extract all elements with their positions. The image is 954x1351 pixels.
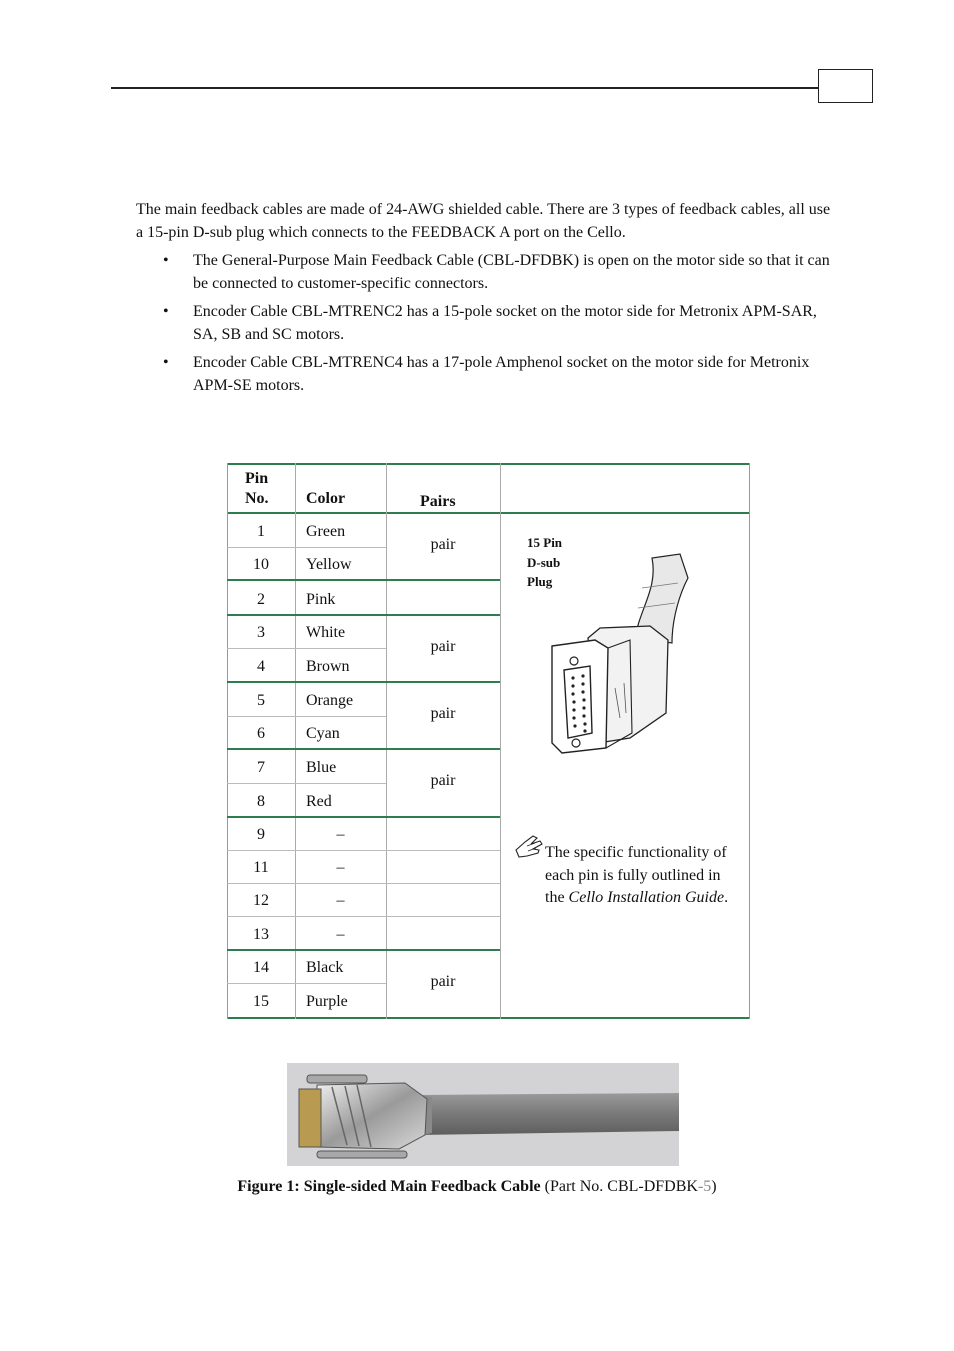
pair-label: pair: [430, 637, 456, 655]
table-row-rule: [227, 547, 386, 548]
pair-label: pair: [430, 704, 456, 722]
pin-number: 5: [257, 692, 265, 709]
list-item: [136, 301, 836, 346]
plug-label-line: D-sub: [527, 554, 561, 570]
note-guide-title: Cello Installation Guide: [568, 889, 725, 906]
table-group-rule: [227, 579, 500, 581]
wire-color: Black: [306, 959, 344, 976]
table-row-rule: [386, 883, 500, 884]
caption-suffix: -5: [697, 1178, 712, 1195]
pin-number: 3: [257, 624, 265, 641]
pin-number: 7: [257, 759, 265, 776]
bullet-text: Encoder Cable CBL-MTRENC2 has a 15-pole socket on the motor side for Metronix APM-SAR, SA, SB and SC motors.: [193, 303, 817, 343]
wire-color: White: [306, 624, 346, 641]
wire-color: –: [336, 926, 345, 943]
header-pairs: Pairs: [420, 493, 456, 510]
dsub-plug-drawing: [540, 548, 700, 763]
header-color: Color: [306, 490, 346, 507]
table-row-rule: [227, 916, 386, 917]
wire-color: Yellow: [306, 556, 352, 573]
pin-number: 15: [253, 993, 269, 1010]
table-bottom-rule: [227, 1017, 750, 1019]
caption-part: (Part No. CBL-DFDBK: [540, 1178, 698, 1195]
pin-number: 13: [253, 926, 269, 943]
table-row-rule: [227, 883, 386, 884]
note-hand-icon: [513, 832, 545, 862]
table-group-rule: [227, 681, 500, 683]
bullet-icon: •: [163, 252, 169, 269]
pair-label: pair: [430, 535, 456, 553]
table-row-rule: [386, 916, 500, 917]
figure-caption: [0, 1178, 954, 1196]
wire-color: –: [336, 826, 345, 843]
bullet-icon: •: [163, 354, 169, 371]
table-group-rule: [227, 748, 500, 750]
cable-photo: [287, 1063, 679, 1166]
pin-number: 9: [257, 826, 265, 843]
bullet-text: Encoder Cable CBL-MTRENC4 has a 17-pole Amphenol socket on the motor side for Metronix APM-SE motors.: [193, 354, 810, 394]
plug-label-line: 15 Pin: [527, 535, 563, 550]
pin-number: 4: [257, 658, 265, 675]
wire-color: –: [336, 859, 345, 876]
list-item: [136, 250, 836, 295]
table-row-rule: [227, 783, 386, 784]
intro-section: [136, 199, 836, 403]
caption-title: Figure 1: Single-sided Main Feedback Cable: [237, 1178, 541, 1195]
pin-number: 8: [257, 793, 265, 810]
wire-color: Green: [306, 523, 346, 540]
wire-color: Purple: [306, 993, 348, 1010]
table-column-rule: [500, 463, 501, 1019]
note-end: .: [724, 889, 729, 906]
table-group-rule: [227, 949, 500, 951]
list-item: [136, 352, 836, 397]
page-number-box: [818, 69, 873, 103]
bullet-text: The General-Purpose Main Feedback Cable (CBL-DFDBK) is open on the motor side so that it can be connected to customer-specific connectors.: [193, 252, 830, 292]
wire-color: Pink: [306, 591, 336, 608]
table-group-rule: [227, 614, 500, 616]
cable-types-list: [136, 250, 836, 397]
table-row-rule: [386, 850, 500, 851]
pin-number: 10: [253, 556, 269, 573]
pair-label: pair: [430, 972, 456, 990]
table-row-rule: [227, 983, 386, 984]
bullet-icon: •: [163, 303, 169, 320]
intro-paragraph: The main feedback cables are made of 24-AWG shielded cable. There are 3 types of feedback cables, all use a 15-pin D-sub plug which connects to the FEEDBACK A port on the Cello.: [136, 201, 831, 241]
table-group-rule: [227, 816, 500, 818]
pin-number: 6: [257, 725, 265, 742]
plug-label-line: Plug: [527, 574, 553, 589]
pin-number: 12: [253, 892, 269, 909]
wire-color: Cyan: [306, 725, 340, 742]
note-body: The specific functionality of each pin is fully outlined in the: [545, 844, 727, 906]
pin-number: 2: [257, 591, 265, 608]
caption-close: ): [711, 1178, 717, 1195]
wire-color: –: [336, 892, 345, 909]
header-pin: [245, 469, 269, 509]
pin-number: 11: [253, 859, 269, 876]
header-pin-line1: Pin: [245, 470, 269, 487]
pair-label: pair: [430, 772, 456, 789]
table-row-rule: [227, 716, 386, 717]
wire-color: Red: [306, 793, 332, 810]
pin-number: 14: [253, 959, 269, 976]
pin-number: 1: [257, 523, 265, 540]
table-header-rule: [227, 512, 750, 514]
wire-color: Blue: [306, 759, 337, 776]
header-rule: [111, 87, 819, 89]
wire-color: Brown: [306, 658, 350, 675]
table-row-rule: [227, 850, 386, 851]
header-pin-line2: No.: [245, 490, 269, 507]
note-text: [545, 842, 740, 910]
table-top-rule: [227, 463, 750, 465]
table-row-rule: [227, 648, 386, 649]
table-right-border: [749, 463, 750, 1019]
wire-color: Orange: [306, 692, 354, 709]
